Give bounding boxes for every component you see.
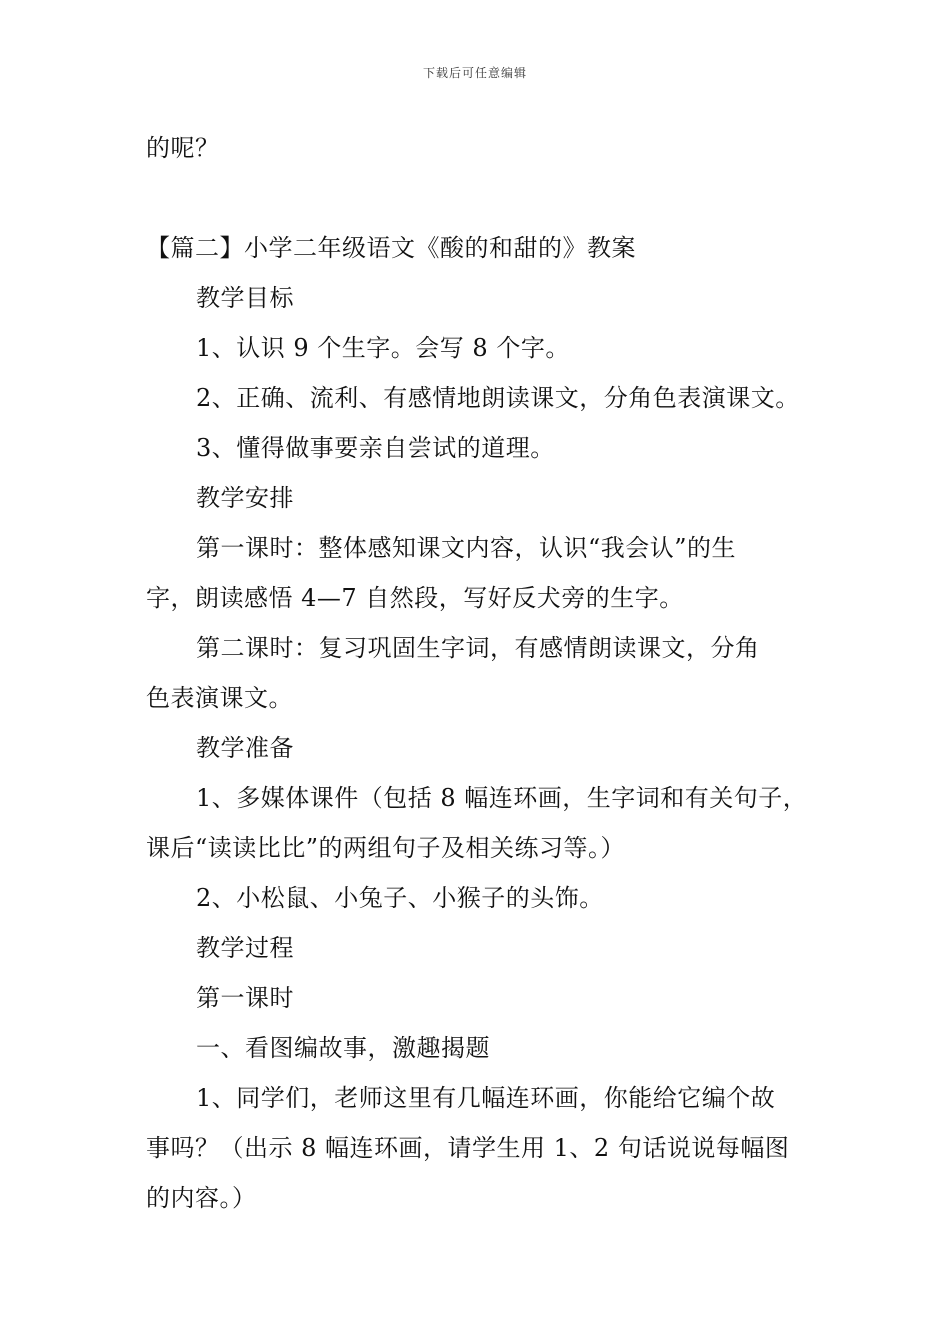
text-line: 2、正确、流利、有感情地朗读课文，分角色表演课文。 (196, 384, 800, 412)
text-line: 事吗？（出示 8 幅连环画，请学生用 1、2 句话说说每幅图 (146, 1134, 790, 1162)
subheading-teaching-preparation: 教学准备 (196, 734, 294, 762)
text-line: 的内容。） (146, 1184, 257, 1212)
text-line: 第二课时：复习巩固生字词，有感情朗读课文，分角 (196, 634, 760, 662)
text-line: 1、同学们，老师这里有几幅连环画，你能给它编个故 (196, 1084, 776, 1112)
text-line: 色表演课文。 (146, 684, 293, 712)
text-line: 的呢？ (146, 134, 220, 162)
text-line: 第一课时：整体感知课文内容，认识“我会认”的生 (196, 534, 737, 562)
subheading-first-lesson: 第一课时 (196, 984, 294, 1012)
text-line: 一、看图编故事，激趣揭题 (196, 1034, 490, 1062)
subheading-teaching-process: 教学过程 (196, 934, 294, 962)
text-line: 3、懂得做事要亲自尝试的道理。 (196, 434, 555, 462)
text-line: 字，朗读感悟 4—7 自然段，写好反犬旁的生字。 (146, 584, 684, 612)
section-heading: 【篇二】小学二年级语文《酸的和甜的》教案 (146, 234, 636, 262)
text-line: 课后“读读比比”的两组句子及相关练习等。） (146, 834, 626, 862)
text-line: 1、认识 9 个生字。会写 8 个字。 (196, 334, 570, 362)
subheading-teaching-arrangement: 教学安排 (196, 484, 294, 512)
page-header: 下载后可任意编辑 (422, 66, 527, 80)
subheading-teaching-goals: 教学目标 (196, 284, 294, 312)
text-line: 1、多媒体课件（包括 8 幅连环画，生字词和有关句子， (196, 784, 808, 812)
text-line: 2、小松鼠、小兔子、小猴子的头饰。 (196, 884, 604, 912)
